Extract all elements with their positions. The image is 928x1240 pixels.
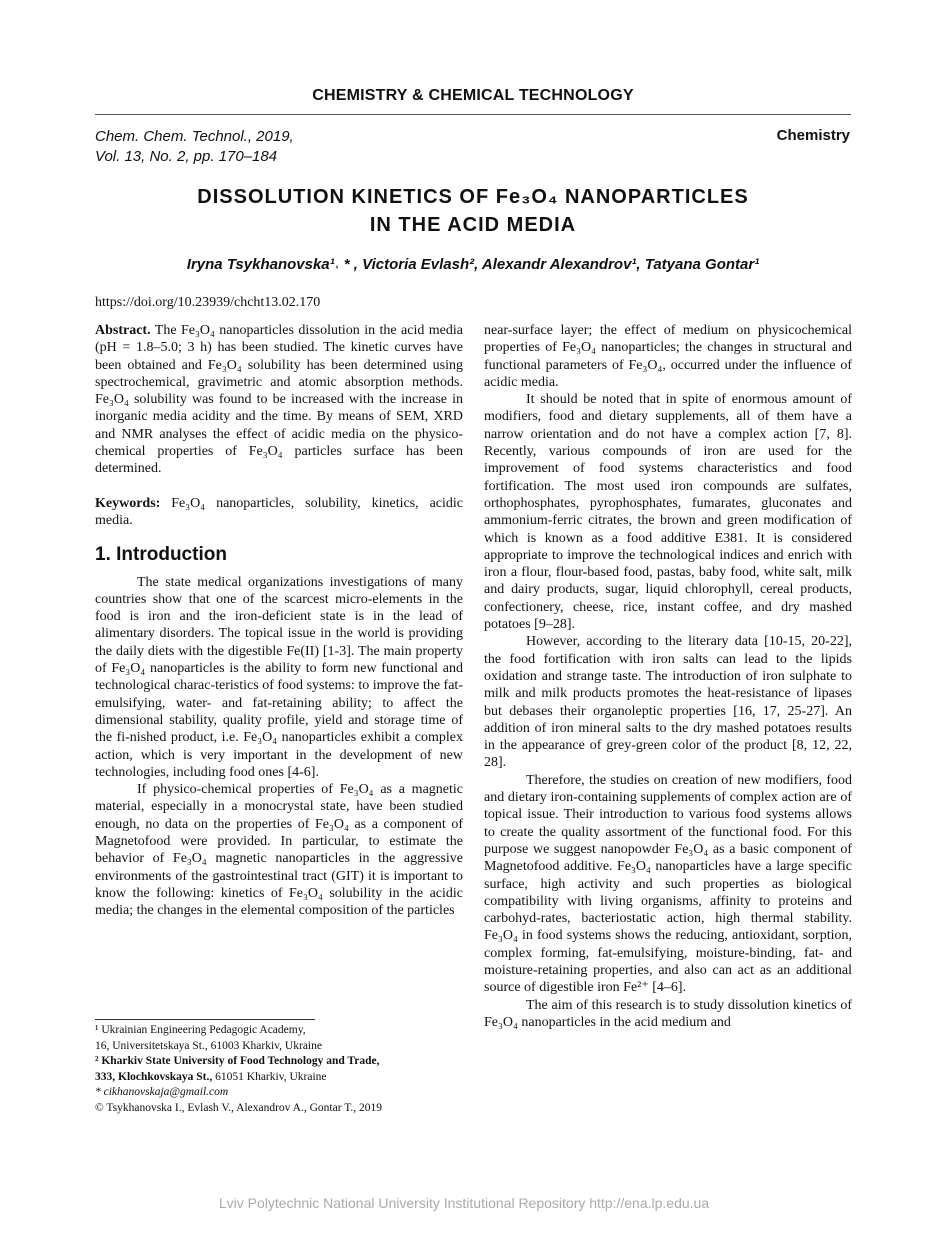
citation-line: Chem. Chem. Technol., 2019,	[95, 128, 294, 145]
repository-footer: Lviv Polytechnic National University Institutional Repository http://ena.lp.edu.ua	[218, 1195, 710, 1211]
affiliation-1-address: 16, Universitetskaya St., 61003 Kharkiv, Ukraine	[95, 1039, 322, 1052]
journal-header: CHEMISTRY & CHEMICAL TECHNOLOGY	[312, 87, 634, 104]
title-line: DISSOLUTION KINETICS OF Fe₃O₄ NANOPARTICLES	[197, 186, 749, 208]
paragraph: However, according to the literary data [10-15, 20-22], the food fortification with iron salts can lead to the lipids oxidation and strange taste. The introduction of iron sulphate to milk and milk products promotes the heat-resistance of lipases but debases their organoleptic properties [16, 17, 25-27]. An addition of iron mineral salts to the dry mashed potatoes results in the appearance of grey-green color of the product [8, 12, 22, 28].	[484, 634, 852, 771]
citation-line: Vol. 13, No. 2, pp. 170–184	[95, 148, 278, 165]
category-label: Chemistry	[776, 127, 850, 144]
paragraph: If physico-chemical properties of Fe₃O₄ as a magnetic material, especially in a monocrystal state, have been studied enough, no data on the properties of Fe₃O₄ as a component of Magnetofood were provided. In particular, to estimate the behavior of Fe₃O₄ magnetic nanoparticles in the aggressive environments of the gastrointestinal tract (GIT) it is important to know the following: kinetics of Fe₃O₄ solubility in the acidic media; the changes in the elemental composition of the particles	[95, 782, 463, 919]
copyright: © Tsykhanovska I., Evlash V., Alexandrov A., Gontar T., 2019	[95, 1101, 383, 1114]
keywords-text: Fe₃O₄ nanoparticles, solubility, kinetics, acidic media.	[95, 495, 463, 528]
title-line: IN THE ACID MEDIA	[369, 214, 577, 236]
footnotes	[95, 1019, 475, 1116]
abstract-text: The Fe₃O₄ nanoparticles dissolution in the acid media (pH = 1.8–5.0; 3 h) has been studied. The kinetic curves have been obtained and Fe₃O₄ solubility has been determined using spectrochemical, gravimetric and atomic absorption methods. Fe₃O₄ solubility was found to be increased with the increase in inorganic media acidity and the time. By means of SEM, XRD and NMR analyses the effect of acidic media on the physico-chemical properties of Fe₃O₄ particles surface has been determined.	[95, 323, 463, 477]
affiliation-1: ¹ Ukrainian Engineering Pedagogic Academy,	[95, 1024, 306, 1036]
abstract-label: Abstract.	[95, 323, 151, 338]
keywords-label: Keywords:	[95, 495, 161, 511]
affiliation-2-address	[95, 1070, 475, 1086]
paragraph: It should be noted that in spite of enormous amount of modifiers, food and dietary supplements, all of them have a narrow orientation and do not have a complex action [7, 8]. Recently, various compounds of iron are used for the improvement of food systems characteristics and food fortification. The most used iron compounds are sulfates, orthophosphates, pyrophosphates, fumarates, gluconates and ammonium-ferric citrates, the brown and green modification of which is known as a food additive E381. It is considered appropriate to improve the technological indices and enrich with iron a flour, flour-based food, pastas, baby food, white salt, milk and dairy products, sugar, liquid chlorophyll, cereal products, confectionery, cheese, rice, instant coffee, and dry mashed potatoes [9–28].	[484, 392, 852, 633]
section-heading: 1. Introduction	[95, 544, 227, 566]
header-divider	[95, 114, 851, 115]
right-column	[484, 322, 852, 1031]
paragraph: The state medical organizations investigations of many countries show that one of the scarcest micro-elements in the food is iron and the iron-deficient state is in the lead of alimentary disorders. The topical issue in the world is providing the daily diets with the digestible Fe(II) [1-3]. The main property of Fe₃O₄ nanoparticles is the ability to form new functional and technological charac-teristics of food systems: to improve the fat-emulsifying, water- and fat-retaining ability; to affect the dimensional stability, quality profile, yield and storage time of the fi-nished product, i.e. Fe₃O₄ nanoparticles exhibit a complex action, which is very important in the development of new technologies, including food ones [4-6].	[95, 574, 463, 780]
paper-title	[95, 183, 851, 239]
citation	[95, 127, 294, 167]
doi-link[interactable]: https://doi.org/10.23939/chcht13.02.170	[95, 295, 321, 310]
left-column	[95, 322, 463, 920]
corresponding-email[interactable]: * cikhanovskaja@gmail.com	[95, 1086, 229, 1098]
affiliation-2: ² Kharkiv State University of Food Technology and Trade,	[95, 1055, 380, 1067]
paragraph: The aim of this research is to study dissolution kinetics of Fe₃O₄ nanoparticles in the acid medium and	[484, 997, 852, 1030]
keywords	[95, 495, 463, 530]
affiliation-2-city: 61051 Kharkiv, Ukraine	[212, 1070, 327, 1083]
paragraph: Therefore, the studies on creation of new modifiers, food and dietary iron-containing supplements of complex action are of topical issue. Their introduction to various food systems allows to create the quality assortment of the functional food. For this purpose we suggest nanopowder Fe₃O₄ as a basic component of Magnetofood additive. Fe₃O₄ nanoparticles have a large specific surface, high activity and such properties as biological compatibility with living organisms, affinity to proteins and carbohyd-rates, bacteriostatic action, high thermal stability. Fe₃O₄ in food systems shows the reducing, antioxidant, sorption, complex forming, fat-emulsifying, moisture-binding, fat- and moisture-retaining properties, and also can act as an additional source of digestible iron Fe²⁺ [4–6].	[484, 772, 852, 996]
abstract	[95, 322, 463, 478]
paragraph: near-surface layer; the effect of medium on physicochemical properties of Fe₃O₄ nanoparticles; the changes in structural and functional parameters of Fe₃O₄, occurred under the influence of acidic media.	[484, 323, 852, 390]
affiliation-2-street: 333, Klochkovskaya St.,	[95, 1070, 213, 1083]
footnote-divider	[95, 1019, 315, 1020]
authors: Iryna Tsykhanovska¹˒ * , Victoria Evlash², Alexandr Alexandrov¹, Tatyana Gontar¹	[186, 256, 760, 273]
